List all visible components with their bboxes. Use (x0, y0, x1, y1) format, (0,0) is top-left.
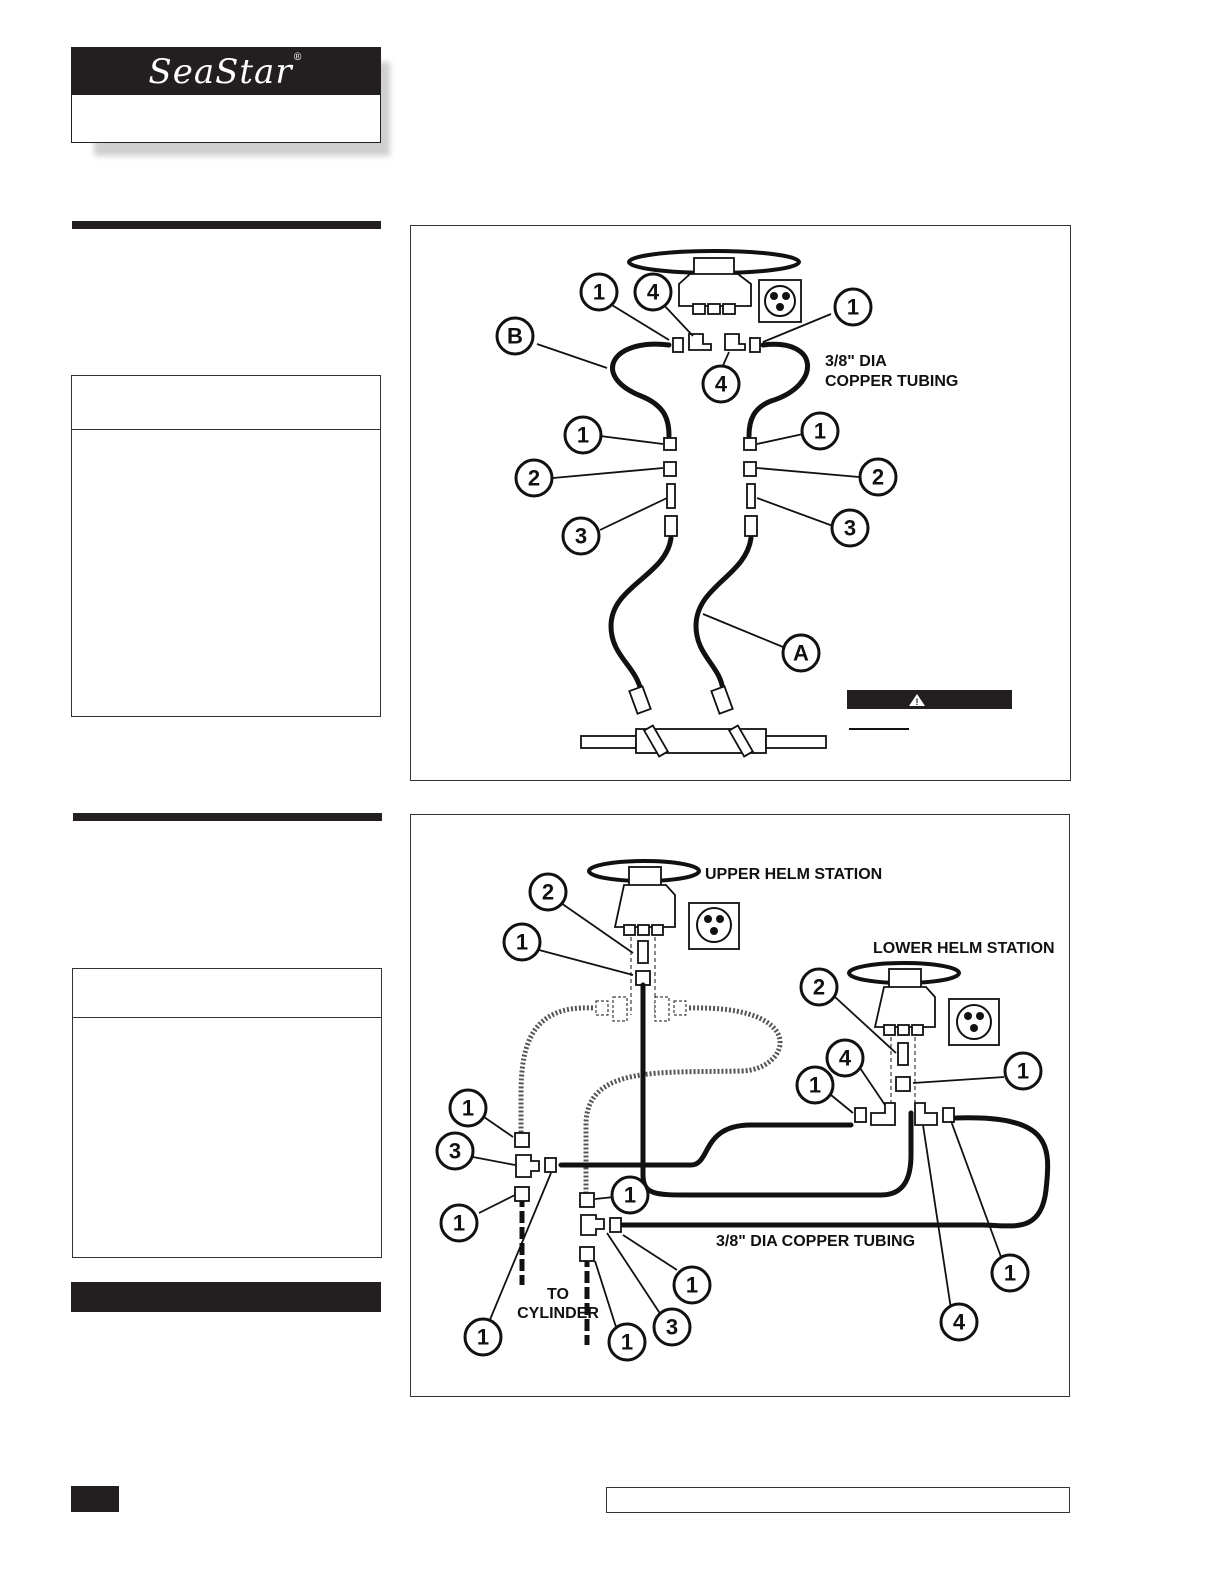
side-box-1-divider (72, 429, 380, 430)
to-cylinder-label-line2: CYLINDER (517, 1305, 599, 1322)
fitting-adapter (747, 484, 755, 508)
figure-dual-station (410, 814, 1070, 1397)
cylinder-rod-left (581, 736, 636, 748)
svg-text:4: 4 (646, 279, 660, 305)
callout-1 (609, 1324, 645, 1360)
hose-end-fitting (711, 686, 732, 713)
callout-1 (835, 289, 871, 325)
svg-text:3: 3 (843, 515, 857, 541)
dotted-tube-upper-left (521, 1008, 593, 1135)
callout-2 (860, 459, 896, 495)
callout-4 (635, 274, 671, 310)
side-box-2-divider (73, 1017, 381, 1018)
svg-text:4: 4 (952, 1309, 966, 1335)
cylinder-rod-right (766, 736, 826, 748)
callout-1 (441, 1205, 477, 1241)
hose-left (611, 538, 671, 691)
fitting-adapter (638, 941, 648, 963)
figure-single-station-diagram (411, 226, 1070, 780)
to-cylinder-label-line1: TO (547, 1286, 569, 1303)
helm-port (723, 304, 735, 314)
fitting-nut (855, 1108, 866, 1122)
leader-line (600, 498, 667, 530)
port-dot (970, 1024, 978, 1032)
side-box-1 (71, 375, 381, 717)
callout-2 (530, 874, 566, 910)
fitting-nut (515, 1133, 529, 1147)
svg-text:1: 1 (515, 929, 529, 955)
svg-text:2: 2 (812, 974, 826, 1000)
fitting-nut (750, 338, 760, 352)
svg-text:2: 2 (541, 879, 555, 905)
helm-port (708, 304, 720, 314)
helm-pump-icon (679, 274, 751, 306)
leader-line (600, 436, 663, 444)
callout-1 (450, 1090, 486, 1126)
port-dot (704, 915, 712, 923)
tee-fitting (725, 334, 745, 350)
fitting-sleeve (744, 462, 756, 476)
leader-line (913, 1077, 1004, 1083)
fitting-nut (664, 438, 676, 450)
svg-text:4: 4 (838, 1045, 852, 1071)
leader-line (479, 1195, 515, 1213)
leader-line (757, 498, 833, 526)
leader-line (553, 468, 663, 478)
tubing-size-label: 3/8" DIA (825, 353, 887, 370)
svg-text:A: A (793, 640, 809, 666)
leader-line (537, 344, 607, 368)
phantom-fitting (674, 1001, 686, 1015)
helm-port (624, 925, 635, 935)
callout-1 (802, 413, 838, 449)
lower-helm-station-label: LOWER HELM STATION (873, 940, 1055, 957)
leader-line (484, 1117, 513, 1137)
fitting-nut (896, 1077, 910, 1091)
leader-line (473, 1157, 515, 1165)
leader-line (923, 1125, 951, 1309)
tee-fitting (915, 1103, 937, 1125)
svg-text:1: 1 (452, 1210, 466, 1236)
svg-text:4: 4 (714, 371, 728, 397)
svg-text:1: 1 (808, 1072, 822, 1098)
tee-fitting (871, 1103, 895, 1125)
side-box-2 (72, 968, 382, 1258)
svg-text:1: 1 (623, 1182, 637, 1208)
port-dot (776, 303, 784, 311)
copper-tube-right (749, 344, 808, 436)
svg-text:1: 1 (592, 279, 606, 305)
fitting-nut (673, 338, 683, 352)
svg-text:1: 1 (576, 422, 590, 448)
figure-dual-station-diagram (411, 815, 1069, 1396)
figure-single-station (410, 225, 1071, 781)
callout-1 (465, 1319, 501, 1355)
callout-1 (581, 274, 617, 310)
brand-name: SeaStar (148, 52, 293, 92)
leader-line (858, 1065, 885, 1105)
helm-port (884, 1025, 895, 1035)
port-dot (716, 915, 724, 923)
brand-registered-mark: ® (292, 52, 304, 63)
tubing-type-label: COPPER TUBING (825, 373, 959, 390)
phantom-fitting (596, 1001, 608, 1015)
section-rule-2 (73, 813, 382, 821)
svg-text:1: 1 (1003, 1260, 1017, 1286)
upper-helm-pump-icon (615, 885, 675, 927)
lower-helm-hub (889, 969, 921, 989)
callout-b (497, 318, 533, 354)
fitting-nut (943, 1108, 954, 1122)
fitting-sleeve (664, 462, 676, 476)
helm-port (912, 1025, 923, 1035)
leader-line (951, 1121, 1001, 1257)
warning-exclamation: ! (915, 697, 919, 707)
lower-helm-pump-icon (875, 987, 935, 1027)
fitting-nut (744, 438, 756, 450)
leader-line (703, 614, 783, 647)
tee-fitting (516, 1155, 539, 1177)
helm-port (652, 925, 663, 935)
leader-line (831, 1095, 853, 1113)
svg-text:3: 3 (574, 523, 588, 549)
footer-box (606, 1487, 1070, 1513)
port-dot (964, 1012, 972, 1020)
callout-1 (797, 1067, 833, 1103)
copper-tubing-label: 3/8" DIA COPPER TUBING (716, 1233, 916, 1250)
callout-1 (674, 1267, 710, 1303)
fitting-adapter (898, 1043, 908, 1065)
copper-tube-left (613, 344, 669, 436)
section-rule-1 (72, 221, 381, 229)
brand-logo-bar (72, 48, 380, 95)
fitting-adapter (745, 516, 757, 536)
svg-text:1: 1 (1016, 1058, 1030, 1084)
callout-a (783, 635, 819, 671)
callout-4 (941, 1304, 977, 1340)
port-dot (976, 1012, 984, 1020)
svg-text:1: 1 (846, 294, 860, 320)
svg-text:1: 1 (620, 1329, 634, 1355)
callout-3 (563, 518, 599, 554)
phantom-tee (613, 997, 627, 1021)
svg-text:1: 1 (476, 1324, 490, 1350)
callout-3 (654, 1309, 690, 1345)
callout-4 (827, 1040, 863, 1076)
svg-text:1: 1 (685, 1272, 699, 1298)
callout-1 (1005, 1053, 1041, 1089)
svg-text:1: 1 (813, 418, 827, 444)
leader-line (757, 468, 859, 477)
warning-banner (847, 690, 1012, 709)
svg-text:B: B (507, 323, 523, 349)
tube-tee-to-lower (561, 1125, 851, 1165)
callout-3 (832, 510, 868, 546)
callout-1 (565, 417, 601, 453)
upper-helm-hub (629, 867, 661, 887)
svg-text:2: 2 (527, 465, 541, 491)
callout-3 (437, 1133, 473, 1169)
brand-logo-box (71, 47, 381, 143)
port-dot (782, 292, 790, 300)
tee-fitting (581, 1215, 604, 1235)
callout-4 (703, 366, 739, 402)
svg-text:3: 3 (448, 1138, 462, 1164)
dark-heading-bar (71, 1282, 381, 1312)
fitting-adapter (665, 516, 677, 536)
fitting-nut (610, 1218, 621, 1232)
upper-helm-station-label: UPPER HELM STATION (705, 866, 883, 883)
hose-end-fitting (629, 686, 650, 713)
leader-line (539, 950, 633, 975)
page-number-tab (71, 1486, 119, 1512)
callout-1 (504, 924, 540, 960)
brand-logo (72, 52, 380, 92)
fitting-nut (545, 1158, 556, 1172)
callout-1 (992, 1255, 1028, 1291)
helm-port (638, 925, 649, 935)
fitting-nut (515, 1187, 529, 1201)
leader-line (623, 1235, 677, 1270)
svg-text:3: 3 (665, 1314, 679, 1340)
svg-text:1: 1 (461, 1095, 475, 1121)
leader-line (661, 302, 693, 336)
leader-line (757, 434, 803, 444)
fitting-nut (580, 1193, 594, 1207)
leader-line (607, 1233, 661, 1315)
fitting-adapter (667, 484, 675, 508)
phantom-tee (655, 997, 669, 1021)
callout-2 (516, 460, 552, 496)
fitting-nut (580, 1247, 594, 1261)
port-dot (710, 927, 718, 935)
svg-text:2: 2 (871, 464, 885, 490)
callout-1 (612, 1177, 648, 1213)
dotted-tube-upper-right (586, 1008, 780, 1205)
helm-port (898, 1025, 909, 1035)
callout-2 (801, 969, 837, 1005)
port-dot (770, 292, 778, 300)
helm-port (693, 304, 705, 314)
